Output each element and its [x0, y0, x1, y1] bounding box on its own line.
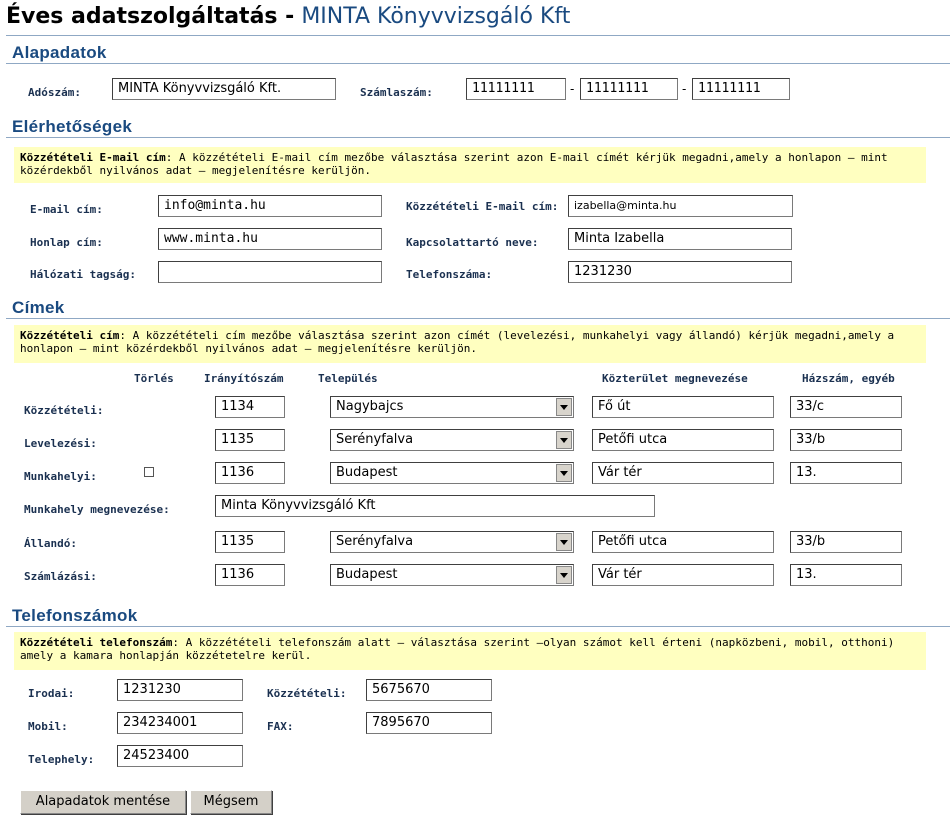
irodai-label: Irodai:: [28, 687, 75, 700]
telepules-select-value: Budapest: [336, 567, 398, 582]
kozterulet-field[interactable]: Petőfi utca: [592, 429, 774, 451]
column-header-iranyitoszam: Irányítószám: [204, 372, 284, 385]
column-header-kozterulet: Közterület megnevezése: [602, 372, 748, 385]
section-heading-elerhetosegek: Elérhetőségek: [12, 117, 133, 136]
email-info-note-text: : A közzétételi E-mail cím mezőbe választása szerint azon E-mail címét kérjük megadni,amely a honlapon – mint közérdekből nyilvános adat – megjelenítésre kerüljön.: [20, 151, 888, 177]
telephely-label: Telephely:: [28, 753, 95, 766]
section-heading-alapadatok: Alapadatok: [12, 43, 107, 62]
telepules-select[interactable]: [330, 531, 574, 553]
hazszam-field[interactable]: 33/b: [790, 429, 902, 451]
szamlaszam-field-1[interactable]: 11111111: [466, 78, 566, 100]
section-divider: [6, 318, 950, 319]
kozterulet-field[interactable]: Fő út: [592, 396, 774, 418]
kozterulet-field[interactable]: Vár tér: [592, 564, 774, 586]
chevron-down-icon[interactable]: [556, 431, 572, 449]
fax-field[interactable]: 7895670: [366, 712, 492, 734]
cim-row-label-kozzeteteli: Közzétételi:: [24, 404, 104, 417]
cim-info-note: [14, 325, 926, 363]
honlap-field[interactable]: www.minta.hu: [158, 228, 382, 250]
cancel-button[interactable]: Mégsem: [190, 790, 272, 814]
telepules-select-value: Nagybajcs: [336, 399, 404, 414]
title-divider: [6, 35, 950, 36]
telefonszam-field[interactable]: 1231230: [568, 261, 792, 283]
szamlaszam-label: Számlaszám:: [360, 86, 433, 99]
section-heading-cimek: Címek: [12, 298, 65, 317]
irodai-field[interactable]: 1231230: [117, 679, 243, 701]
column-header-hazszam: Házszám, egyéb: [802, 372, 895, 385]
cim-info-note-text: : A közzétételi cím mezőbe választása szerint azon címét (levelezési, munkahelyi vagy állandó) kérjük megadni,amely a honlapon – mint közérdekből nyilvános adat – megjelenítésre kerüljön.: [20, 329, 895, 355]
halozati-tagsag-field[interactable]: [158, 261, 382, 283]
page-title: [6, 4, 570, 29]
column-header-telepules: Település: [318, 372, 378, 385]
email-label: E-mail cím:: [30, 203, 103, 216]
mobil-label: Mobil:: [28, 720, 68, 733]
page-title-prefix: Éves adatszolgáltatás -: [6, 4, 295, 29]
email-field[interactable]: info@minta.hu: [158, 195, 382, 217]
telepules-select[interactable]: [330, 462, 574, 484]
szamlaszam-field-3[interactable]: 11111111: [692, 78, 790, 100]
iranyitoszam-field[interactable]: 1135: [215, 531, 285, 553]
kozzeteteli-telefon-label: Közzétételi:: [267, 687, 347, 700]
column-header-torles: Törlés: [134, 372, 174, 385]
hazszam-field[interactable]: 33/b: [790, 531, 902, 553]
chevron-down-icon[interactable]: [556, 566, 572, 584]
halozati-tagsag-label: Hálózati tagság:: [30, 268, 136, 281]
telefonszam-label: Telefonszáma:: [406, 268, 493, 281]
hazszam-field[interactable]: 13.: [790, 564, 902, 586]
szamlaszam-field-2[interactable]: 11111111: [580, 78, 678, 100]
telepules-select-value: Serényfalva: [336, 534, 414, 549]
iranyitoszam-field[interactable]: 1134: [215, 396, 285, 418]
kozterulet-field[interactable]: Petőfi utca: [592, 531, 774, 553]
szamlaszam-separator: -: [682, 82, 687, 96]
kozterulet-field[interactable]: Vár tér: [592, 462, 774, 484]
kozzeteteli-telefon-field[interactable]: 5675670: [366, 679, 492, 701]
email-info-note-title: Közzétételi E-mail cím: [20, 151, 166, 164]
page-title-company: MINTA Könyvvizsgáló Kft: [301, 4, 571, 29]
kapcsolattarto-field[interactable]: Minta Izabella: [568, 228, 792, 250]
section-divider: [6, 137, 950, 138]
telefon-info-note: [14, 632, 926, 670]
iranyitoszam-field[interactable]: 1136: [215, 564, 285, 586]
kozzeteteli-email-field[interactable]: izabella@minta.hu: [568, 195, 793, 217]
hazszam-field[interactable]: 33/c: [790, 396, 902, 418]
munkahely-megnevezese-label: Munkahely megnevezése:: [24, 503, 170, 516]
telepules-select[interactable]: [330, 429, 574, 451]
cim-row-label-allando: Állandó:: [24, 537, 77, 550]
kapcsolattarto-label: Kapcsolattartó neve:: [406, 236, 539, 249]
chevron-down-icon[interactable]: [556, 464, 572, 482]
kozzeteteli-email-label: Közzétételi E-mail cím:: [406, 200, 559, 213]
iranyitoszam-field[interactable]: 1135: [215, 429, 285, 451]
section-heading-telefonszamok: Telefonszámok: [12, 606, 138, 625]
munkahely-megnevezese-field[interactable]: Minta Könyvvizsgáló Kft: [215, 495, 655, 517]
cim-row-label-szamlazasi: Számlázási:: [24, 570, 97, 583]
cim-row-label-munkahelyi: Munkahelyi:: [24, 470, 97, 483]
honlap-label: Honlap cím:: [30, 236, 103, 249]
save-button[interactable]: Alapadatok mentése: [20, 790, 186, 814]
iranyitoszam-field[interactable]: 1136: [215, 462, 285, 484]
telefon-info-note-title: Közzétételi telefonszám: [20, 636, 173, 649]
telefon-info-note-text: : A közzétételi telefonszám alatt – választása szerint –olyan számot kell érteni (napközbeni, mobil, otthoni) amely a kamara honlapján közzétetelre kerül.: [20, 636, 895, 662]
email-info-note: [14, 147, 926, 183]
cim-row-label-levelezesi: Levelezési:: [24, 437, 97, 450]
adoszam-label: Adószám:: [28, 86, 81, 99]
chevron-down-icon[interactable]: [556, 398, 572, 416]
mobil-field[interactable]: 234234001: [117, 712, 243, 734]
telephely-field[interactable]: 24523400: [117, 745, 243, 767]
fax-label: FAX:: [267, 720, 294, 733]
adoszam-field[interactable]: MINTA Könyvvizsgáló Kft.: [112, 78, 336, 100]
telepules-select[interactable]: [330, 396, 574, 418]
hazszam-field[interactable]: 13.: [790, 462, 902, 484]
torles-checkbox[interactable]: [144, 467, 154, 477]
cim-info-note-title: Közzétételi cím: [20, 329, 120, 342]
telepules-select-value: Budapest: [336, 465, 398, 480]
szamlaszam-separator: -: [570, 82, 575, 96]
section-divider: [6, 63, 950, 64]
telepules-select-value: Serényfalva: [336, 432, 414, 447]
telepules-select[interactable]: [330, 564, 574, 586]
chevron-down-icon[interactable]: [556, 533, 572, 551]
section-divider: [6, 626, 950, 627]
